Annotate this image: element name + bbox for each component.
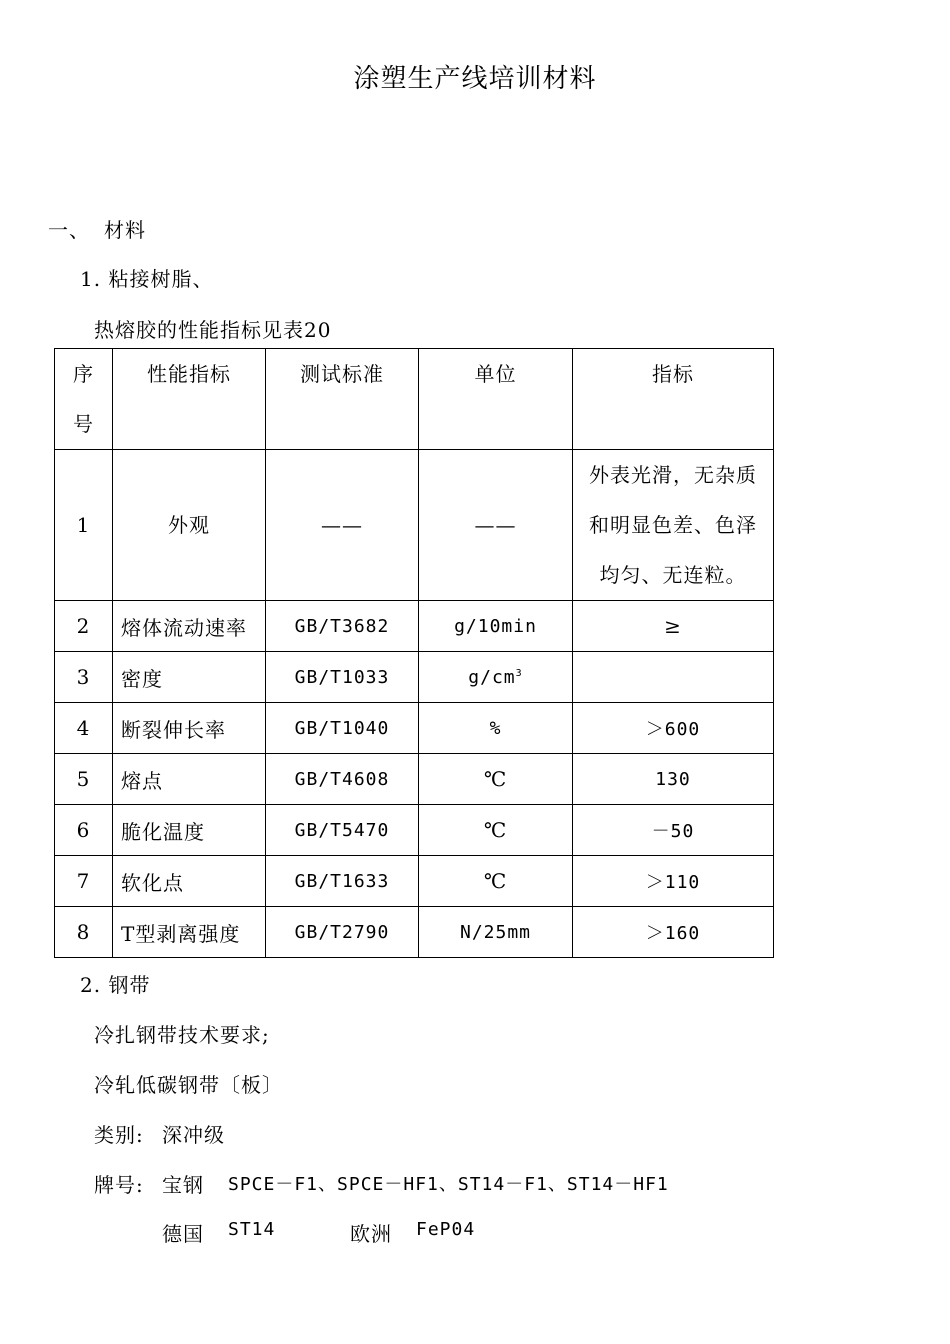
cell-standard: GB/T5470 <box>266 805 419 856</box>
cell-seq: 2 <box>55 601 113 652</box>
cell-property: T型剥离强度 <box>113 907 266 958</box>
cell-seq: 4 <box>55 703 113 754</box>
cell-spec: ＞110 <box>573 856 774 907</box>
cell-standard: GB/T1033 <box>266 652 419 703</box>
cell-spec: ＞600 <box>573 703 774 754</box>
cell-property: 脆化温度 <box>113 805 266 856</box>
cell-property: 软化点 <box>113 856 266 907</box>
grade-label: 牌号: <box>94 1173 144 1197</box>
cell-standard: GB/T4608 <box>266 754 419 805</box>
cell-property: 断裂伸长率 <box>113 703 266 754</box>
cell-seq: 1 <box>55 450 113 601</box>
cell-seq: 7 <box>55 856 113 907</box>
table-row <box>55 450 774 601</box>
table-header-row <box>55 349 774 450</box>
grade-europe-label: 欧洲 <box>350 1222 392 1246</box>
grade-baosteel-value: SPCE－F1、SPCE－HF1、ST14－F1、ST14－HF1 <box>228 1174 669 1195</box>
cell-unit: ℃ <box>419 805 573 856</box>
cell-unit: —— <box>419 450 573 601</box>
cell-standard: —— <box>266 450 419 601</box>
cell-property: 熔点 <box>113 754 266 805</box>
cell-property: 熔体流动速率 <box>113 601 266 652</box>
cell-seq: 5 <box>55 754 113 805</box>
cell-property: 外观 <box>113 450 266 601</box>
cell-spec: ＞160 <box>573 907 774 958</box>
header-spec: 指标 <box>573 349 774 450</box>
table-row <box>55 856 774 907</box>
cell-seq: 8 <box>55 907 113 958</box>
table-row <box>55 703 774 754</box>
cell-spec: 外表光滑，无杂质 和明显色差、色泽 均匀、无连粒。 <box>573 450 774 601</box>
cell-unit: N/25mm <box>419 907 573 958</box>
cell-unit: $g/cm^3$ <box>419 652 573 703</box>
cell-unit: % <box>419 703 573 754</box>
table-row <box>55 754 774 805</box>
cell-standard: GB/T1633 <box>266 856 419 907</box>
section-1-number: 一、 <box>48 218 90 242</box>
table-row <box>55 601 774 652</box>
table-intro: 热熔胶的性能指标见表20 <box>94 318 332 342</box>
cell-property: 密度 <box>113 652 266 703</box>
cell-unit: ℃ <box>419 754 573 805</box>
cell-spec: 130 <box>573 754 774 805</box>
grade-germany-label: 德国 <box>162 1222 204 1246</box>
header-property: 性能指标 <box>113 349 266 450</box>
grade-baosteel-label: 宝钢 <box>162 1173 204 1197</box>
page-title: 涂塑生产线培训材料 <box>353 64 597 94</box>
table-row <box>55 805 774 856</box>
steel-type-line: 冷轧低碳钢带〔板〕 <box>94 1073 283 1097</box>
steel-requirements-line: 冷扎钢带技术要求; <box>94 1023 270 1047</box>
grade-germany-value: ST14 <box>228 1219 276 1240</box>
cell-unit: ℃ <box>419 856 573 907</box>
header-standard: 测试标准 <box>266 349 419 450</box>
section-1-heading: 材料 <box>104 218 146 242</box>
grade-europe-value: FeP04 <box>416 1219 476 1240</box>
subsection-2-heading: 2. 钢带 <box>80 973 151 997</box>
hot-melt-spec-table <box>54 348 774 958</box>
cell-spec <box>573 652 774 703</box>
cell-standard: GB/T2790 <box>266 907 419 958</box>
table-row <box>55 652 774 703</box>
cell-seq: 3 <box>55 652 113 703</box>
table-row <box>55 907 774 958</box>
header-seq: 序 号 <box>55 349 113 450</box>
category-value: 深冲级 <box>162 1123 225 1147</box>
cell-unit: g/10min <box>419 601 573 652</box>
subsection-1-heading: 1. 粘接树脂、 <box>80 267 214 291</box>
category-label: 类别: <box>94 1123 144 1147</box>
cell-spec: ≥ <box>573 601 774 652</box>
cell-standard: GB/T1040 <box>266 703 419 754</box>
cell-seq: 6 <box>55 805 113 856</box>
header-unit: 单位 <box>419 349 573 450</box>
cell-spec: －50 <box>573 805 774 856</box>
cell-standard: GB/T3682 <box>266 601 419 652</box>
